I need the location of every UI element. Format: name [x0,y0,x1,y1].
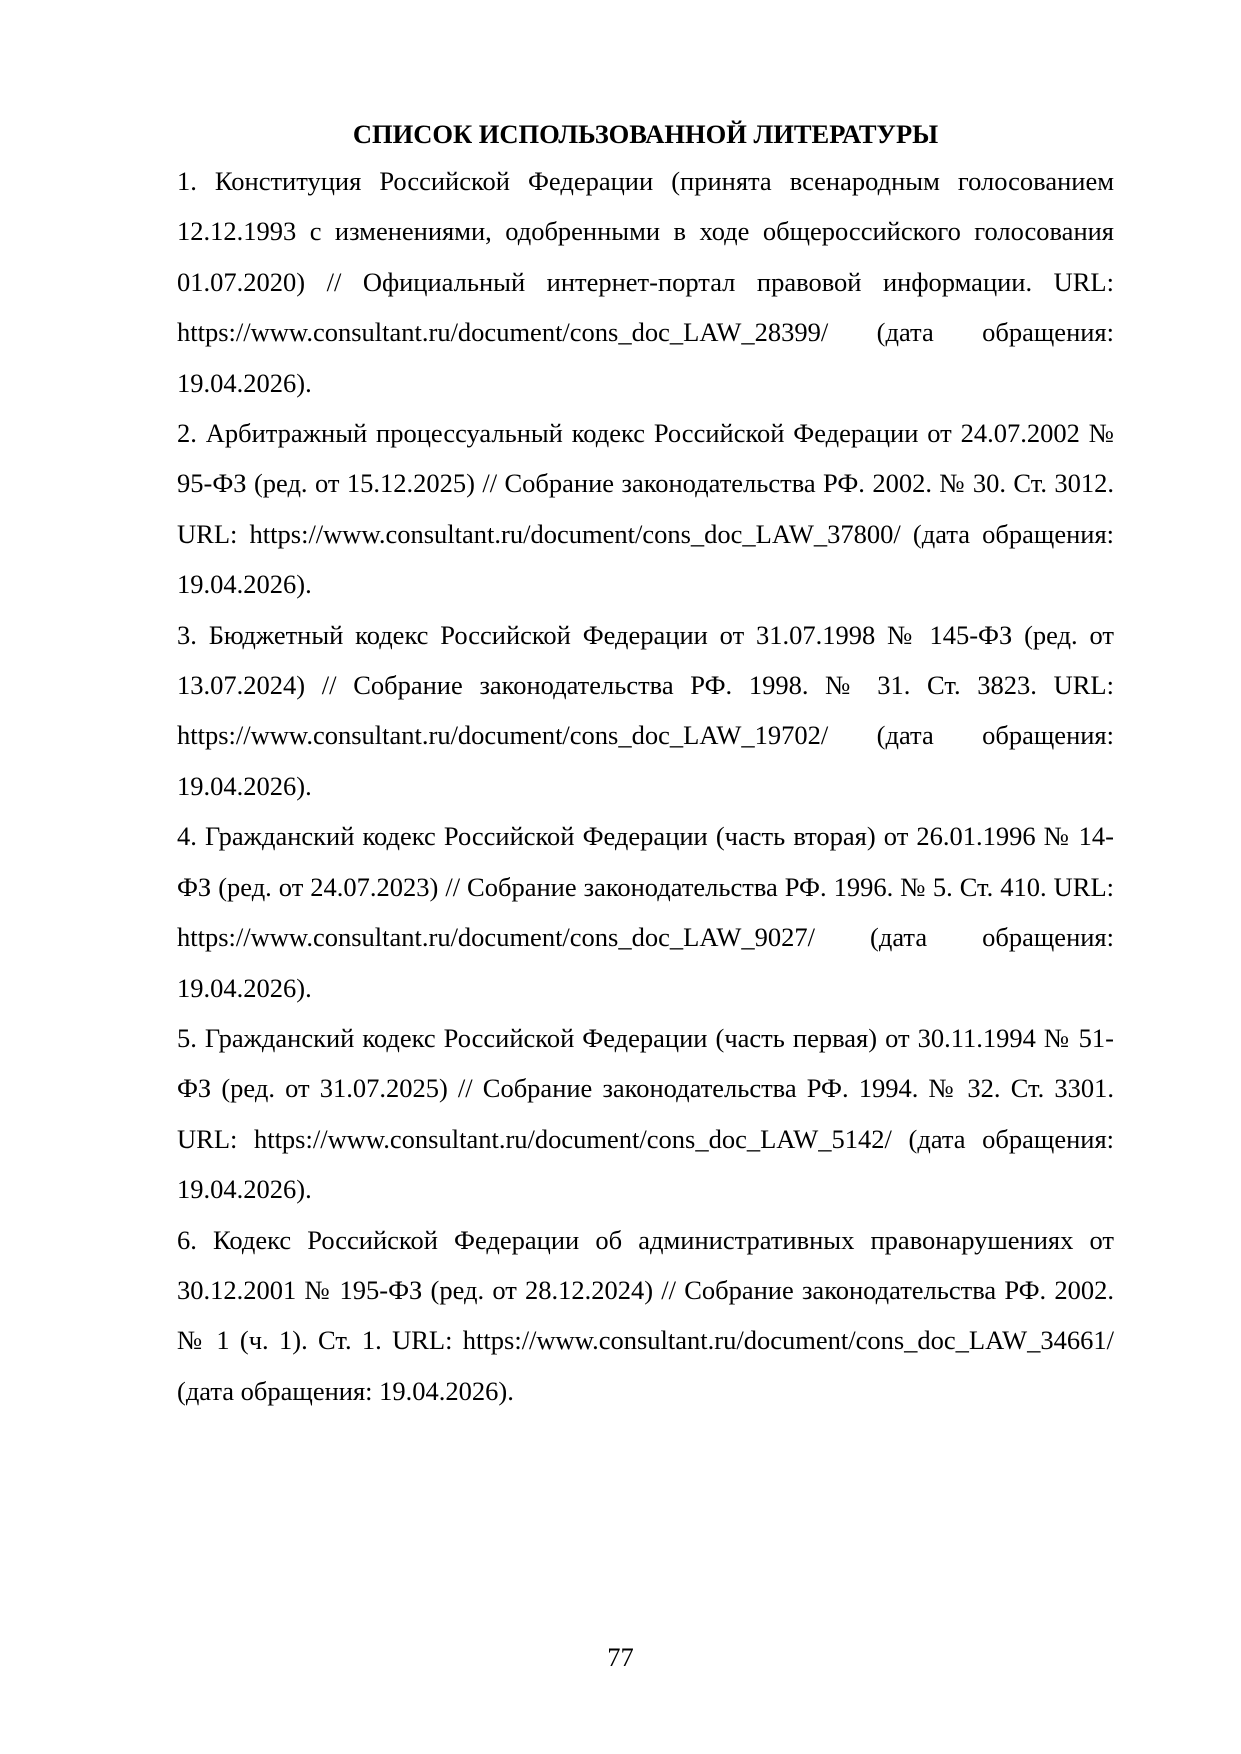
reference-item: 3. Бюджетный кодекс Российской Федерации от 31.07.1998 № 145-ФЗ (ред. от 13.07.2024) // Собрание законодательства РФ. 1998. № 31. Ст. 3823. URL: https://www.consultant.ru/document/cons_doc_LAW_19702/ (дата обращения: 19.04.2026). [177,619,1114,801]
page-content [177,112,1114,1416]
reference-item: 2. Арбитражный процессуальный кодекс Российской Федерации от 24.07.2002 № 95-ФЗ (ред. от 15.12.2025) // Собрание законодательства РФ. 2002. № 30. Ст. 3012. URL: https://www.consultant.ru/document/cons_doc_LAW_37800/ (дата обращения: 19.04.2026). [177,418,1114,600]
reference-list [177,156,1114,1416]
reference-item: 5. Гражданский кодекс Российской Федерации (часть первая) от 30.11.1994 № 51-ФЗ (ред. от 31.07.2025) // Собрание законодательства РФ. 1994. № 32. Ст. 3301. URL: https://www.consultant.ru/document/cons_doc_LAW_5142/ (дата обращения: 19.04.2026). [177,1022,1114,1205]
reference-item: 6. Кодекс Российской Федерации об административных правонарушениях от 30.12.2001 № 195-ФЗ (ред. от 28.12.2024) // Собрание законодательства РФ. 2002. № 1 (ч. 1). Ст. 1. URL: https://www.consultant.ru/document/cons_doc_LAW_34661/ (дата обращения: 19.04.2026). [177,1224,1114,1406]
reference-item: 4. Гражданский кодекс Российской Федерации (часть вторая) от 26.01.1996 № 14-ФЗ (ред. от 24.07.2023) // Собрание законодательства РФ. 1996. № 5. Ст. 410. URL: https://www.consultant.ru/document/cons_doc_LAW_9027/ (дата обращения: 19.04.2026). [177,821,1114,1003]
reference-item: 1. Конституция Российской Федерации (принята всенародным голосованием 12.12.1993 с изменениями, одобренными в ходе общероссийского голосования 01.07.2020) // Официальный интернет-портал правовой информации. URL: https://www.consultant.ru/document/cons_doc_LAW_28399/ (дата обращения: 19.04.2026). [177,166,1114,398]
page-number: 77 [607,1642,634,1672]
page-title: СПИСОК ИСПОЛЬЗОВАННОЙ ЛИТЕРАТУРЫ [352,119,939,149]
